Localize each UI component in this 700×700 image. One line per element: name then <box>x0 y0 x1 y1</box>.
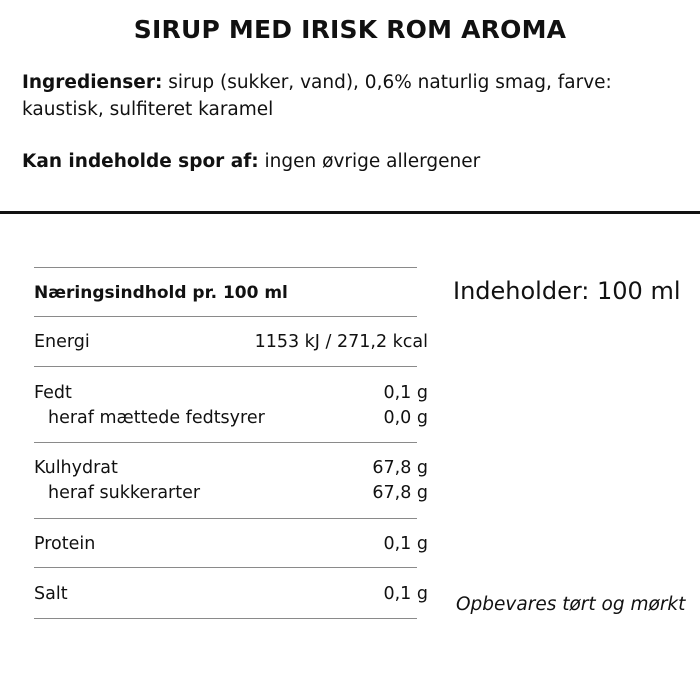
nutrition-header: Næringsindhold pr. 100 ml <box>34 283 288 303</box>
row-label: Salt <box>34 584 68 604</box>
ingredients-paragraph <box>22 69 682 123</box>
table-rule <box>34 366 417 367</box>
allergens-text: ingen øvrige allergener <box>258 151 481 172</box>
row-label: Protein <box>34 534 96 554</box>
row-label: Energi <box>34 332 90 352</box>
row-value: 67,8 g <box>372 458 428 478</box>
row-value: 67,8 g <box>372 483 428 503</box>
allergens-label: Kan indeholde spor af: <box>22 151 259 172</box>
table-rule <box>34 316 417 317</box>
product-title: SIRUP MED IRISK ROM AROMA <box>133 15 567 44</box>
table-row-saturated-fat <box>34 406 428 431</box>
table-row-salt <box>34 582 428 607</box>
row-value: 1153 kJ / 271,2 kcal <box>254 332 428 352</box>
table-rule <box>34 618 417 619</box>
row-value: 0,0 g <box>383 408 428 428</box>
row-label: heraf mættede fedtsyrer <box>48 408 265 428</box>
ingredients-label: Ingredienser: <box>22 72 163 93</box>
table-row-sugars <box>34 481 428 506</box>
table-row-energy <box>34 330 428 355</box>
table-rule <box>34 267 417 268</box>
ingredients-text: sirup (sukker, vand), 0,6% naturlig smag, farve: kaustisk, sulfiteret karamel <box>22 72 612 120</box>
row-value: 0,1 g <box>383 383 428 403</box>
table-row-fat <box>34 381 428 406</box>
row-value: 0,1 g <box>383 534 428 554</box>
nutrition-header-row <box>34 281 428 306</box>
table-rule <box>34 442 417 443</box>
section-divider <box>0 211 700 214</box>
row-label: heraf sukkerarter <box>48 483 201 503</box>
row-label: Fedt <box>34 383 72 403</box>
row-label: Kulhydrat <box>34 458 118 478</box>
allergens-paragraph <box>22 148 682 175</box>
table-row-protein <box>34 532 428 557</box>
table-row-carbohydrate <box>34 456 428 481</box>
table-rule <box>34 567 417 568</box>
storage-instructions: Opbevares tørt og mørkt <box>456 594 686 615</box>
row-value: 0,1 g <box>383 584 428 604</box>
table-rule <box>34 518 417 519</box>
contents-label: Indeholder: 100 ml <box>453 277 681 305</box>
